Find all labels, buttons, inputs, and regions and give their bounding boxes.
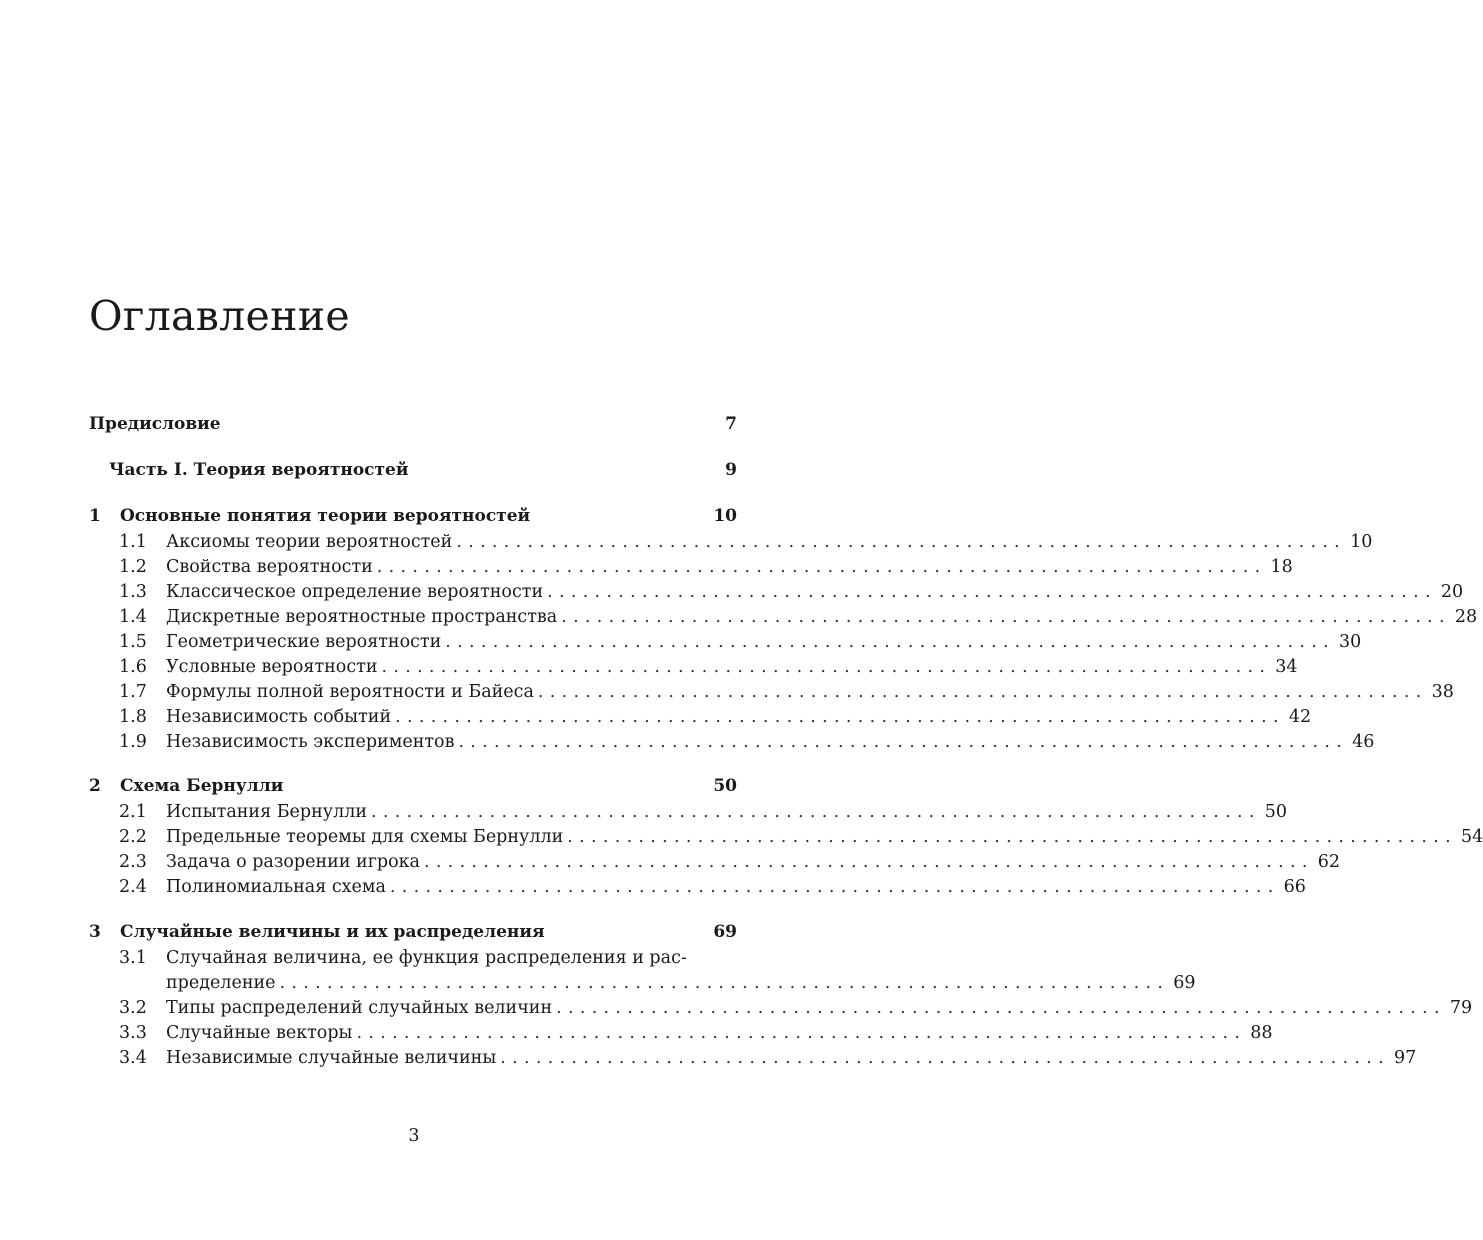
dot-leader: ........................................................................... [561, 607, 1451, 627]
toc-section-page: 30 [1338, 632, 1362, 652]
toc-section-number: 1.2 [119, 557, 147, 577]
toc-section-1-8[interactable] [89, 707, 1312, 727]
toc-page [89, 0, 1483, 1240]
toc-chapter-page: 69 [713, 922, 737, 942]
toc-section-3-1-continued[interactable] [89, 973, 1196, 993]
toc-section-number: 1.8 [119, 707, 147, 727]
toc-section-2-3[interactable] [89, 852, 1340, 872]
dot-leader: ........................................................................... [445, 632, 1335, 652]
toc-section-number: 1.9 [119, 732, 147, 752]
toc-section-label: Типы распределений случайных величин [166, 998, 553, 1018]
toc-section-number: 1.7 [119, 682, 147, 702]
page-number: 3 [408, 1126, 420, 1146]
toc-section-page: 38 [1431, 682, 1454, 702]
dot-leader: ........................................................................... [279, 973, 1170, 993]
toc-section-number: 1.5 [119, 632, 147, 652]
toc-section-number: 2.2 [119, 827, 147, 847]
toc-section-page: 54 [1460, 827, 1483, 847]
toc-chapter-number: 3 [89, 922, 101, 942]
toc-chapter-1[interactable] [89, 506, 737, 526]
toc-chapter-2[interactable] [89, 776, 737, 796]
toc-section-3-4[interactable] [89, 1048, 1417, 1068]
toc-section-label: Дискретные вероятностные пространства [166, 607, 558, 627]
toc-section-number: 3.4 [119, 1048, 147, 1068]
dot-leader: ........................................................................... [381, 657, 1272, 677]
dot-leader: ........................................................................... [500, 1048, 1390, 1068]
page-title: Оглавление [89, 292, 350, 340]
toc-section-1-5[interactable] [89, 632, 1362, 652]
toc-section-page: 34 [1275, 657, 1298, 677]
dot-leader: ........................................................................... [376, 557, 1267, 577]
toc-section-label: Испытания Бернулли [166, 802, 367, 822]
dot-leader: ........................................................................... [556, 998, 1446, 1018]
toc-section-page: 88 [1250, 1023, 1273, 1043]
toc-entry-page: 7 [725, 414, 737, 434]
toc-section-number: 1.4 [119, 607, 147, 627]
toc-chapter-number: 1 [89, 506, 101, 526]
toc-section-label: Независимые случайные величины [166, 1048, 497, 1068]
toc-section-1-2[interactable] [89, 557, 1293, 577]
toc-section-label: Геометрические вероятности [166, 632, 442, 652]
toc-section-number: 2.4 [119, 877, 147, 897]
toc-section-number: 1.1 [119, 532, 147, 552]
toc-section-page: 79 [1449, 998, 1473, 1018]
toc-section-number: 2.3 [119, 852, 147, 872]
toc-section-label: Предельные теоремы для схемы Бернулли [166, 827, 564, 847]
toc-entry-label: Предисловие [89, 414, 221, 434]
dot-leader: ........................................................................... [537, 682, 1428, 702]
dot-leader: ........................................................................... [456, 532, 1347, 552]
toc-section-number: 1.3 [119, 582, 147, 602]
toc-section-page: 62 [1317, 852, 1340, 872]
toc-section-page: 28 [1454, 607, 1478, 627]
toc-section-label: Классическое определение вероятности [166, 582, 544, 602]
toc-section-1-1[interactable] [89, 532, 1373, 552]
toc-section-3-2[interactable] [89, 998, 1473, 1018]
toc-section-number: 3.1 [119, 948, 147, 968]
toc-section-label: Свойства вероятности [166, 557, 373, 577]
toc-section-label: Формулы полной вероятности и Байеса [166, 682, 534, 702]
toc-entry-page: 9 [725, 460, 737, 480]
toc-section-2-4[interactable] [89, 877, 1306, 897]
toc-chapter-label: Случайные величины и их распределения [120, 922, 545, 942]
toc-section-label: Случайная величина, ее функция распределения и рас- [166, 948, 687, 968]
toc-section-3-3[interactable] [89, 1023, 1273, 1043]
dot-leader: ........................................................................... [356, 1023, 1247, 1043]
toc-entry-preface[interactable] [89, 414, 737, 434]
toc-section-page: 20 [1440, 582, 1464, 602]
toc-section-label: Независимость событий [166, 707, 392, 727]
toc-section-page: 50 [1264, 802, 1287, 822]
toc-section-page: 42 [1288, 707, 1312, 727]
toc-section-1-9[interactable] [89, 732, 1375, 752]
dot-leader: ........................................................................... [567, 827, 1457, 847]
toc-chapter-3[interactable] [89, 922, 737, 942]
toc-section-number: 3.2 [119, 998, 147, 1018]
toc-section-page: 66 [1283, 877, 1306, 897]
toc-section-label: Условные вероятности [166, 657, 378, 677]
toc-section-1-3[interactable] [89, 582, 1464, 602]
dot-leader: ........................................................................... [423, 852, 1314, 872]
toc-section-label: Независимость экспериментов [166, 732, 455, 752]
toc-section-1-7[interactable] [89, 682, 1454, 702]
toc-section-page: 46 [1352, 732, 1375, 752]
toc-section-label: Полиномиальная схема [166, 877, 386, 897]
toc-entry-label: Часть I. Теория вероятностей [109, 460, 409, 480]
toc-chapter-page: 10 [713, 506, 737, 526]
toc-section-1-4[interactable] [89, 607, 1478, 627]
toc-section-1-6[interactable] [89, 657, 1298, 677]
toc-chapter-number: 2 [89, 776, 101, 796]
toc-section-page: 97 [1393, 1048, 1417, 1068]
toc-chapter-page: 50 [713, 776, 737, 796]
toc-chapter-label: Основные понятия теории вероятностей [120, 506, 531, 526]
toc-section-label: Случайные векторы [166, 1023, 353, 1043]
toc-section-number: 3.3 [119, 1023, 147, 1043]
dot-leader: ........................................................................... [458, 732, 1349, 752]
toc-chapter-label: Схема Бернулли [120, 776, 284, 796]
toc-section-label-continued: пределение [166, 973, 276, 993]
dot-leader: ........................................................................... [370, 802, 1261, 822]
dot-leader: ........................................................................... [395, 707, 1285, 727]
toc-section-page: 18 [1270, 557, 1293, 577]
toc-section-page: 10 [1350, 532, 1373, 552]
toc-entry-part-1[interactable] [89, 460, 737, 480]
toc-section-number: 1.6 [119, 657, 147, 677]
toc-section-page: 69 [1173, 973, 1196, 993]
toc-section-label: Задача о разорении игрока [166, 852, 420, 872]
toc-section-3-1[interactable] [89, 948, 737, 968]
toc-section-2-1[interactable] [89, 802, 1287, 822]
dot-leader: ........................................................................... [547, 582, 1437, 602]
toc-section-label: Аксиомы теории вероятностей [166, 532, 453, 552]
dot-leader: ........................................................................... [389, 877, 1280, 897]
toc-section-2-2[interactable] [89, 827, 1483, 847]
toc-section-number: 2.1 [119, 802, 147, 822]
